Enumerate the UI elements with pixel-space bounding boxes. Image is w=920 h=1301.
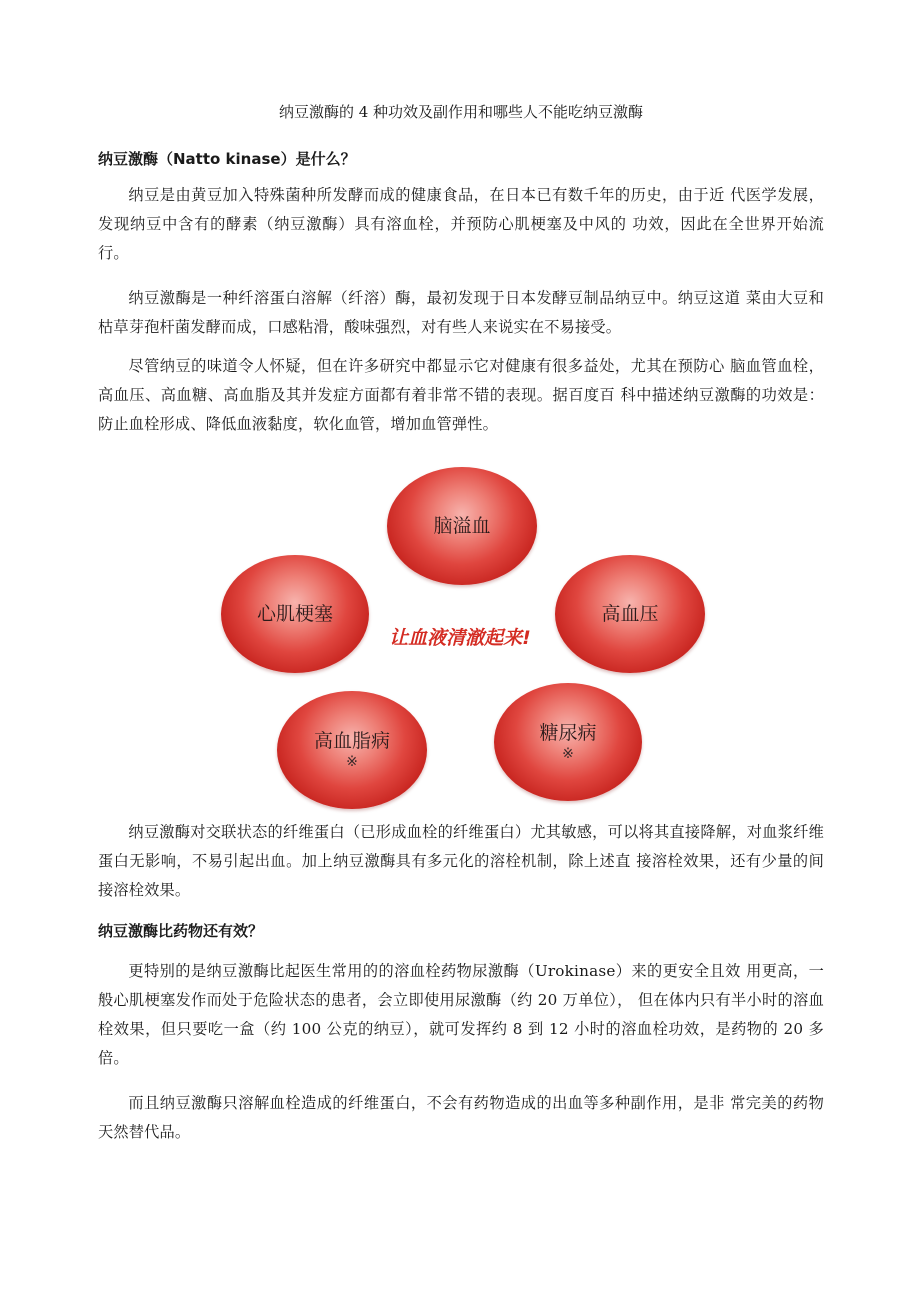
circle-myocardial-infarction bbox=[221, 555, 369, 673]
paragraph-enzyme: 纳豆激酶是一种纤溶蛋白溶解（纤溶）酶，最初发现于日本发酵豆制品纳豆中。纳豆这道 菜由大豆和枯草芽孢杆菌发酵而成，口感粘滑，酸味强烈，对有些人来说实在不易接受。 bbox=[98, 289, 824, 336]
paragraph-urokinase: 更特别的是纳豆激酶比起医生常用的的溶血栓药物尿激酶（Urokinase）来的更安全且效 用更高，一般心肌梗塞发作而处于危险状态的患者，会立即使用尿激酶（约 20 万单位）， 但在体内只有半小时的溶血栓效果，但只要吃一盒（约 100 公克的纳豆），就可发挥约 8 到 12 小时的溶血栓功效，是药物的 20 多倍。 bbox=[98, 962, 824, 1067]
section-heading-what-is: 纳豆激酶（Natto kinase）是什么？ bbox=[98, 150, 356, 168]
figure-slogan: 让血液清澈起来! bbox=[389, 627, 531, 649]
circle-diabetes bbox=[494, 683, 642, 801]
circle-mark: ※ bbox=[346, 754, 358, 770]
circle-label: 高血压 bbox=[601, 603, 659, 625]
paragraph-benefits: 尽管纳豆的味道令人怀疑，但在许多研究中都显示它对健康有很多益处，尤其在预防心 脑血管血栓，高血压、高血糖、高血脂及其并发症方面都有着非常不错的表现。据百度百 科中描述纳豆激酶的功效是：防止血栓形成、降低血液黏度，软化血管，增加血管弹性。 bbox=[98, 357, 824, 433]
circle-label: 高血脂病 bbox=[313, 730, 390, 752]
circle-cerebral-hemorrhage bbox=[387, 467, 537, 585]
circle-label: 心肌梗塞 bbox=[256, 603, 333, 625]
circle-hyperlipidemia bbox=[277, 691, 427, 809]
paragraph-intro: 纳豆是由黄豆加入特殊菌种所发酵而成的健康食品，在日本已有数千年的历史，由于近 代医学发展，发现纳豆中含有的酵素（纳豆激酶）具有溶血栓，并预防心肌梗塞及中风的 功效，因此在全世界开始流行。 bbox=[98, 186, 824, 262]
circle-hypertension bbox=[555, 555, 705, 673]
circle-label: 脑溢血 bbox=[433, 515, 491, 537]
paragraph-natural-substitute: 而且纳豆激酶只溶解血栓造成的纤维蛋白，不会有药物造成的出血等多种副作用，是非 常完美的药物天然替代品。 bbox=[98, 1094, 824, 1141]
section-heading-vs-drugs: 纳豆激酶比药物还有效？ bbox=[98, 922, 264, 940]
benefits-figure bbox=[117, 465, 659, 805]
circle-label: 糖尿病 bbox=[539, 722, 597, 744]
document-title: 纳豆激酶的 4 种功效及副作用和哪些人不能吃纳豆激酶 bbox=[278, 103, 644, 121]
circle-mark: ※ bbox=[562, 746, 574, 762]
paragraph-fibrin: 纳豆激酶对交联状态的纤维蛋白（已形成血栓的纤维蛋白）尤其敏感，可以将其直接降解，对血浆纤维蛋白无影响，不易引起出血。加上纳豆激酶具有多元化的溶栓机制，除上述直 接溶栓效果，还有少量的间接溶栓效果。 bbox=[98, 823, 824, 899]
